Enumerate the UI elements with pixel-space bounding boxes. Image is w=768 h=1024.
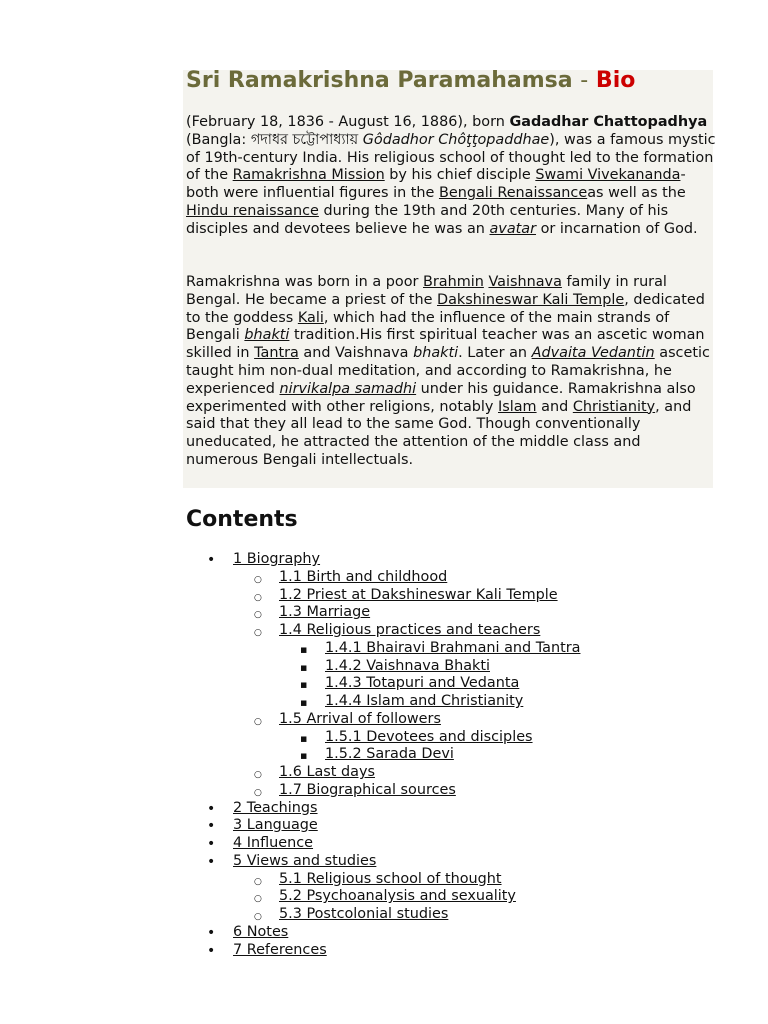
- circle-bullet-icon: [254, 783, 262, 799]
- toc-link[interactable]: 1.4.3 Totapuri and Vedanta: [325, 675, 520, 692]
- paragraph-text: - both were influential figures in the: [186, 167, 686, 202]
- toc-link[interactable]: 1.5.2 Sarada Devi: [325, 746, 454, 763]
- inline-link[interactable]: Islam: [498, 398, 537, 415]
- toc-item: [279, 569, 447, 587]
- circle-bullet-icon: [254, 623, 262, 639]
- toc-item: [325, 729, 533, 747]
- inline-link[interactable]: avatar: [489, 220, 537, 237]
- paragraph-text: , dedicated to the goddess: [186, 291, 705, 326]
- title-name: Sri Ramakrishna Paramahamsa: [186, 68, 573, 93]
- toc-link[interactable]: 5.3 Postcolonial studies: [279, 906, 449, 922]
- inline-link[interactable]: nirvikalpa samadhi: [279, 380, 417, 397]
- toc-item: [325, 693, 523, 711]
- toc-link[interactable]: 2 Teachings: [233, 799, 318, 816]
- disc-bullet-icon: [207, 854, 215, 870]
- paragraph-text: or incarnation of God.: [536, 220, 698, 237]
- toc-item: [325, 675, 519, 693]
- toc-link[interactable]: 7 References: [233, 941, 327, 958]
- toc-item: [233, 800, 318, 818]
- circle-bullet-icon: [254, 907, 262, 923]
- square-bullet-icon: [300, 730, 307, 746]
- paragraph-text: under his guidance. Ramakrishna also experimented with other religions, notably: [186, 380, 696, 415]
- contents-heading: Contents: [186, 507, 298, 532]
- circle-bullet-icon: [254, 872, 262, 888]
- title-separator: -: [580, 68, 589, 93]
- toc-link[interactable]: 3 Language: [233, 817, 318, 834]
- paragraph-text: and Vaishnava: [298, 345, 414, 362]
- inline-link[interactable]: Christianity: [572, 398, 656, 415]
- toc-link[interactable]: 1.1 Birth and childhood: [279, 568, 448, 585]
- inline-link[interactable]: Swami Vivekananda: [535, 167, 681, 184]
- inline-link[interactable]: Bengali Renaissance: [438, 185, 588, 202]
- paragraph-text: ascetic taught him non-dual meditation, and according to Ramakrishna, he experienced: [186, 345, 710, 397]
- paragraph-text: as well as the: [587, 185, 686, 202]
- paragraph-text: during the 19th and 20th centuries. Many of his disciples and devotees believe he was an: [186, 202, 669, 237]
- paragraph-text: , and said that they all lead to the same God. Though conventionally uneducated, he attracted the attention of the middle class and numerous Bengali intellectuals.: [186, 398, 692, 468]
- toc-item: [279, 711, 441, 729]
- early-life-paragraph: [186, 274, 716, 470]
- circle-bullet-icon: [254, 712, 262, 728]
- toc-item: [279, 622, 540, 640]
- paragraph-text: Ramakrishna was born in a poor: [186, 274, 423, 290]
- paragraph-text: . Later an: [458, 345, 532, 362]
- inline-link[interactable]: Dakshineswar Kali Temple: [437, 291, 625, 308]
- page-title: [186, 68, 635, 93]
- toc-link[interactable]: 1.2 Priest at Dakshineswar Kali Temple: [279, 586, 558, 603]
- toc-item: [233, 817, 318, 835]
- inline-link[interactable]: Brahmin: [423, 274, 484, 290]
- paragraph-text: by his chief disciple: [384, 167, 536, 184]
- toc-link[interactable]: 4 Influence: [233, 835, 314, 851]
- toc-item: [325, 746, 454, 764]
- inline-link[interactable]: bhakti: [244, 327, 290, 344]
- inline-link[interactable]: Vaishnava: [488, 274, 562, 290]
- square-bullet-icon: [300, 659, 307, 675]
- toc-item: [233, 924, 288, 942]
- paragraph-text: and: [536, 398, 573, 415]
- title-suffix: Bio: [595, 68, 636, 93]
- circle-bullet-icon: [254, 765, 262, 781]
- toc-item: [279, 587, 558, 605]
- circle-bullet-icon: [254, 889, 262, 905]
- inline-link[interactable]: Advaita Vedantin: [531, 345, 655, 362]
- square-bullet-icon: [300, 747, 307, 763]
- square-bullet-icon: [300, 676, 307, 692]
- bold-text: Gadadhar Chattopadhya: [509, 114, 708, 130]
- toc-link[interactable]: 1.4.2 Vaishnava Bhakti: [325, 657, 490, 674]
- toc-link[interactable]: 1.4 Religious practices and teachers: [279, 622, 541, 638]
- toc-link[interactable]: 5 Views and studies: [233, 852, 377, 869]
- paragraph-text: (Bangla:: [186, 131, 251, 148]
- toc-item: [279, 871, 502, 889]
- toc-link[interactable]: 1.6 Last days: [279, 764, 375, 780]
- toc-link[interactable]: 1 Biography: [233, 551, 321, 567]
- toc-item: [279, 604, 370, 622]
- toc-item: [279, 764, 375, 782]
- inline-link[interactable]: Kali: [297, 309, 324, 326]
- circle-bullet-icon: [254, 588, 262, 604]
- toc-link[interactable]: 1.4.4 Islam and Christianity: [325, 693, 524, 709]
- disc-bullet-icon: [207, 818, 215, 834]
- toc-item: [325, 640, 580, 658]
- toc-item: [279, 782, 456, 800]
- paragraph-text: family in rural Bengal. He became a priest of the: [186, 274, 667, 308]
- inline-link[interactable]: Hindu renaissance: [186, 202, 319, 219]
- toc-link[interactable]: 5.2 Psychoanalysis and sexuality: [279, 888, 516, 905]
- italic-text: bhakti: [413, 345, 459, 362]
- square-bullet-icon: [300, 694, 307, 710]
- circle-bullet-icon: [254, 605, 262, 621]
- intro-paragraph: [186, 114, 716, 239]
- inline-link[interactable]: Tantra: [254, 345, 299, 362]
- disc-bullet-icon: [207, 801, 215, 817]
- toc-link[interactable]: 1.5.1 Devotees and disciples: [325, 728, 533, 745]
- circle-bullet-icon: [254, 570, 262, 586]
- toc-link[interactable]: 5.1 Religious school of thought: [279, 870, 502, 887]
- toc-link[interactable]: 1.5 Arrival of followers: [279, 710, 441, 727]
- toc-item: [279, 888, 516, 906]
- toc-item: [233, 942, 327, 960]
- disc-bullet-icon: [207, 552, 215, 568]
- paragraph-text: tradition.His first spiritual teacher was an ascetic woman skilled in: [186, 327, 705, 362]
- toc-item: [233, 835, 313, 853]
- paragraph-text: , which had the influence of the main strands of Bengali: [186, 309, 670, 344]
- toc-item: [233, 853, 376, 871]
- toc-link[interactable]: 6 Notes: [233, 923, 289, 940]
- disc-bullet-icon: [207, 925, 215, 941]
- italic-text: Gôdadhor Chôţţopaddhae: [362, 131, 550, 148]
- paragraph-text: (February 18, 1836 - August 16, 1886), born: [186, 114, 510, 130]
- toc-link[interactable]: 1.3 Marriage: [279, 604, 371, 621]
- paragraph-text: গদাধর চট্টোপাধ্যায়: [250, 131, 359, 148]
- toc-item: [279, 906, 448, 924]
- paragraph-text: ), was a famous mystic of 19th-century India. His religious school of thought led to the formation of the: [186, 131, 716, 184]
- square-bullet-icon: [300, 641, 307, 657]
- disc-bullet-icon: [207, 943, 215, 959]
- toc-item: [325, 658, 490, 676]
- disc-bullet-icon: [207, 836, 215, 852]
- toc-item: [233, 551, 320, 569]
- inline-link[interactable]: Ramakrishna Mission: [232, 167, 385, 184]
- toc-link[interactable]: 1.4.1 Bhairavi Brahmani and Tantra: [325, 639, 581, 656]
- toc-link[interactable]: 1.7 Biographical sources: [279, 781, 456, 798]
